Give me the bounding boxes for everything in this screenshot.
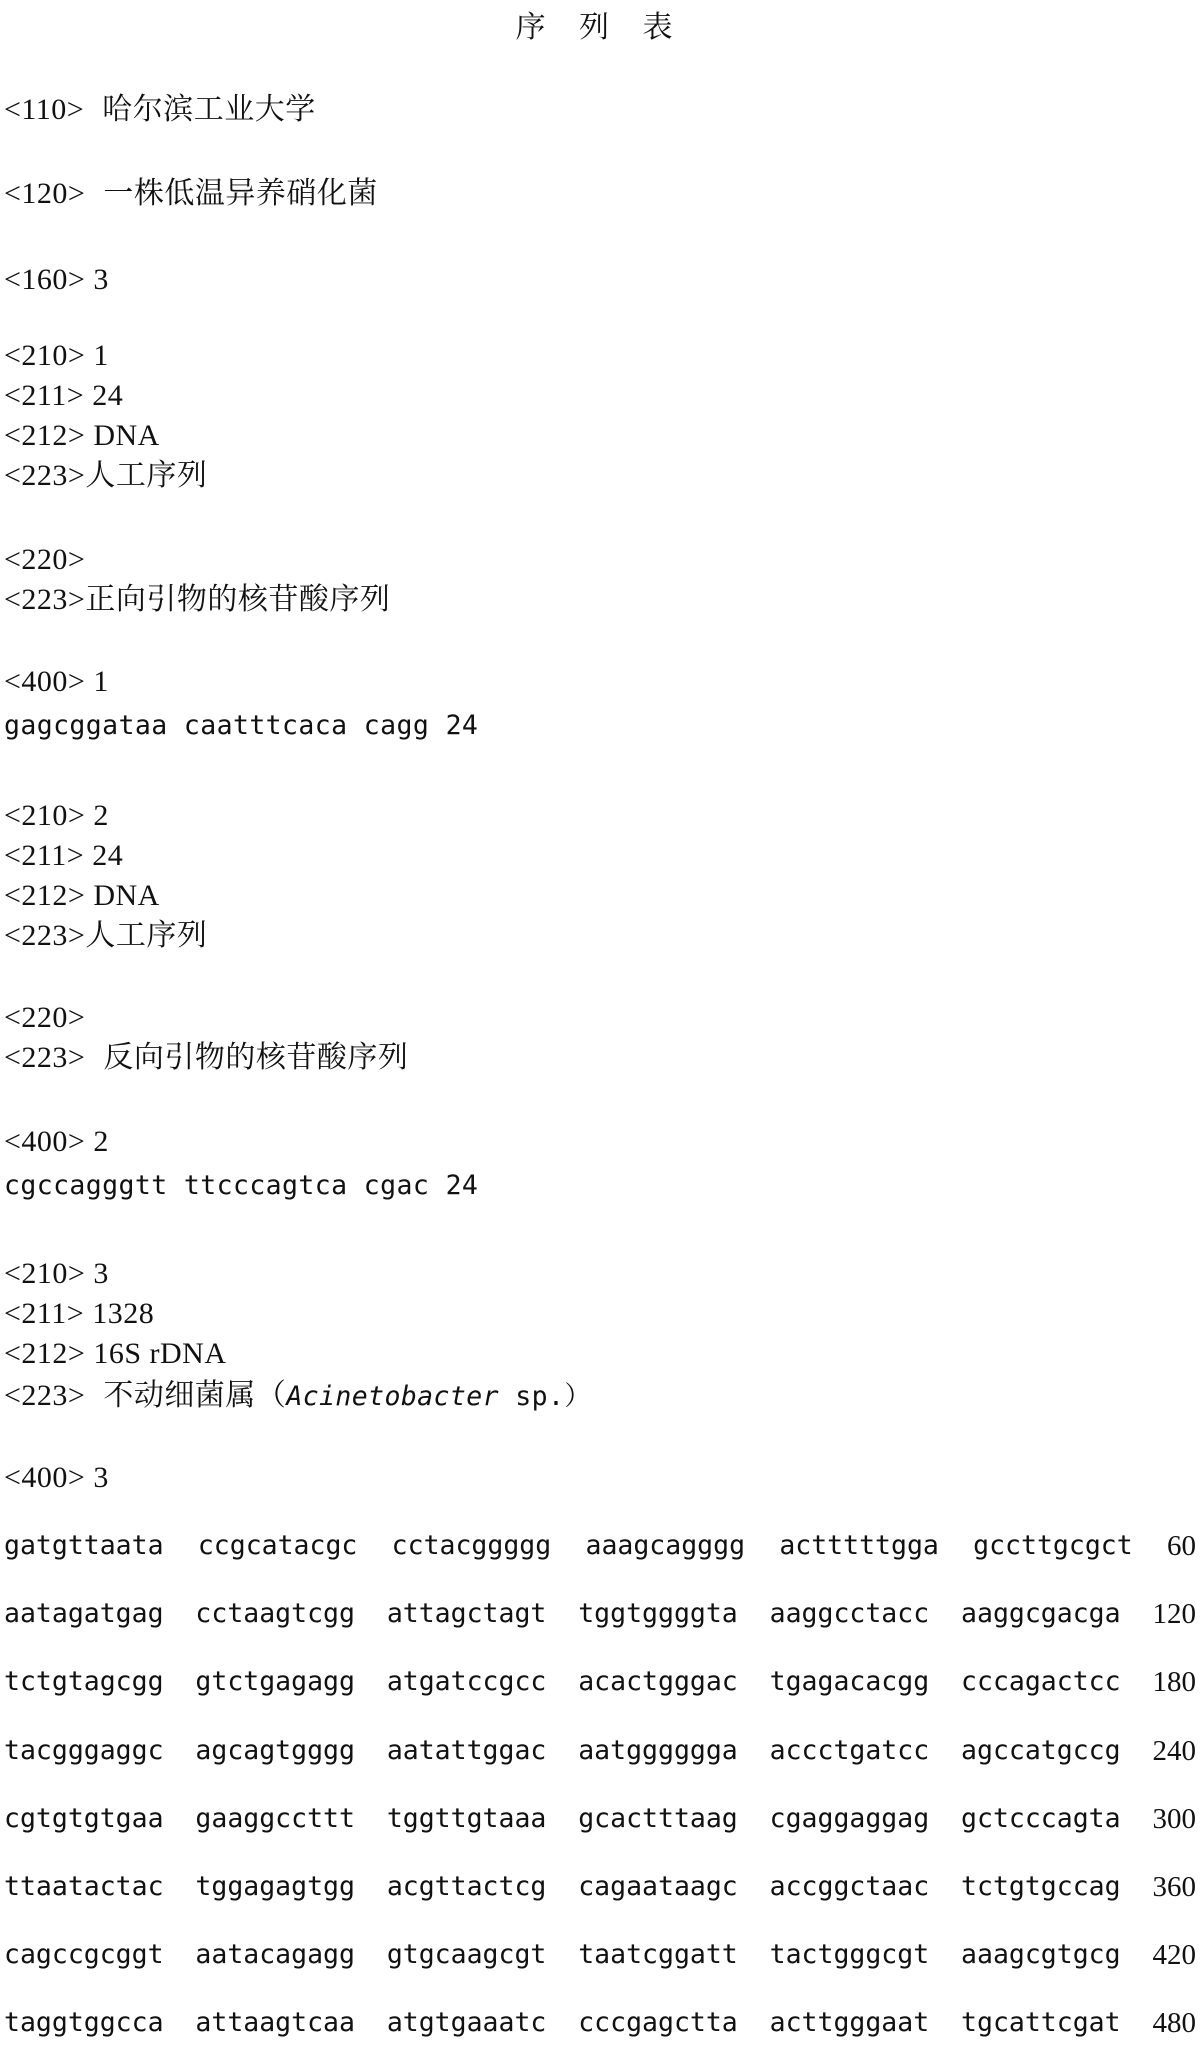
sequence-block: tgcattcgat [961, 2007, 1121, 2039]
applicant: 哈尔滨工业大学 [102, 92, 316, 127]
sequence-row [4, 2005, 1196, 2041]
sequence-block: taatcggatt [578, 1939, 738, 1971]
seq2-feature-line: <220> [4, 1001, 86, 1034]
sequence-block: agcagtgggg [195, 1734, 355, 1766]
sequence-block: tctgtgccag [961, 1871, 1121, 1902]
seq2-organism-line: <223>人工序列 [4, 918, 208, 953]
seq3-organism-line: <223> 不动细菌属（Acinetobacter sp.） [4, 1378, 592, 1413]
seq2-type-line: <212> DNA [4, 879, 160, 912]
sequence-block: accctgatcc [769, 1734, 930, 1766]
sequence-position: 480 [1152, 2007, 1196, 2040]
seq2-seq-header: <400> 2 [4, 1125, 109, 1158]
tag-160: <160> [4, 263, 86, 296]
sequence-block: gaaggccttt [195, 1802, 355, 1834]
sequence-block: cctacggggg [391, 1530, 552, 1561]
sequence-block: aaagcagggg [585, 1530, 746, 1561]
sequence-block: tctgtagcgg [4, 1666, 164, 1698]
sequence-row [4, 1596, 1196, 1632]
sequence-position: 60 [1166, 1530, 1196, 1562]
sequence-block: acttgggaat [769, 2007, 930, 2039]
sequence-count: 3 [93, 263, 109, 296]
sequence-block: cccagactcc [961, 1666, 1121, 1698]
sequence-block: tggtggggta [578, 1598, 738, 1630]
sequence-block: aatgggggga [578, 1734, 738, 1766]
sequence-block: attaagtcaa [195, 2007, 355, 2039]
sequence-block: cgtgtgtgaa [4, 1802, 164, 1834]
sequence-block: aaggcgacga [961, 1598, 1121, 1630]
seq1-sequence: gagcggataa caatttcaca cagg 24 [4, 710, 479, 741]
sequence-block: accggctaac [769, 1871, 930, 1902]
sequence-block: gatgttaata [4, 1530, 164, 1561]
sequence-block: aaggcctacc [769, 1598, 930, 1630]
sequence-block: ccgcatacgc [197, 1530, 358, 1561]
sequence-block: atgtgaaatc [386, 2007, 547, 2039]
sequence-position: 360 [1152, 1871, 1196, 1903]
tag-110: <110> [4, 93, 85, 126]
sequence-row [4, 1937, 1196, 1973]
sequence-block: cctaagtcgg [195, 1598, 355, 1630]
seq2-id-line: <210> 2 [4, 799, 109, 832]
sequence-block: agccatgccg [961, 1734, 1121, 1766]
sequence-block: cagccgcggt [4, 1939, 164, 1971]
sequence-block: tacgggaggc [4, 1734, 164, 1766]
sequence-position: 120 [1152, 1598, 1196, 1631]
sequence-block: tggagagtgg [195, 1871, 355, 1902]
sequence-block: tgagacacgg [769, 1666, 930, 1698]
page-title: 序 列 表 [515, 10, 685, 45]
sequence-row [4, 1664, 1196, 1700]
sequence-block: aaagcgtgcg [961, 1939, 1121, 1971]
seq1-type-line: <212> DNA [4, 419, 160, 452]
sequence-block: acgttactcg [386, 1871, 547, 1902]
sequence-block: aatagatgag [4, 1598, 164, 1630]
sequence-block: tggttgtaaa [386, 1802, 547, 1834]
sequence-block: aatattggac [386, 1734, 547, 1766]
sequence-block: taggtggcca [4, 2007, 164, 2039]
sequence-block: cgaggaggag [769, 1802, 930, 1834]
sequence-position: 420 [1152, 1939, 1196, 1972]
sequence-block: gcactttaag [578, 1802, 738, 1834]
seq3-id-line: <210> 3 [4, 1257, 109, 1290]
sequence-block: gctcccagta [961, 1802, 1121, 1834]
sequence-row [4, 1733, 1196, 1769]
sequence-position: 300 [1152, 1802, 1196, 1835]
invention-line [4, 176, 378, 212]
invention-title: 一株低温异养硝化菌 [103, 176, 378, 211]
seq1-feature-line: <220> [4, 543, 86, 576]
seq1-length-line: <211> 24 [4, 379, 124, 412]
sequence-block: aatacagagg [195, 1939, 355, 1971]
tag-120: <120> [4, 177, 86, 210]
applicant-line [4, 92, 316, 128]
seq1-id-line: <210> 1 [4, 339, 109, 372]
seq1-organism-line: <223>人工序列 [4, 458, 208, 493]
sequence-row [4, 1869, 1196, 1905]
seq3-seq-header: <400> 3 [4, 1461, 109, 1494]
seq3-length-line: <211> 1328 [4, 1297, 155, 1330]
sequence-block: atgatccgcc [386, 1666, 547, 1698]
sequence-row [4, 1528, 1196, 1564]
sequence-position: 240 [1152, 1734, 1196, 1767]
sequence-block: cagaataagc [578, 1871, 738, 1902]
seq2-desc-line: <223> 反向引物的核苷酸序列 [4, 1040, 409, 1075]
sequence-block: attagctagt [386, 1598, 547, 1630]
organism-genus: Acinetobacter [286, 1381, 499, 1412]
sequence-block: actttttgga [779, 1530, 939, 1561]
sequence-block: acactgggac [578, 1666, 738, 1698]
sequence-block: cccgagctta [578, 2007, 738, 2039]
seq3-type-line: <212> 16S rDNA [4, 1337, 227, 1370]
count-line [4, 262, 109, 298]
seq1-seq-header: <400> 1 [4, 665, 109, 698]
seq1-desc-line: <223>正向引物的核苷酸序列 [4, 582, 391, 617]
sequence-row [4, 1801, 1196, 1837]
sequence-position: 180 [1152, 1666, 1196, 1699]
sequence-block: tactgggcgt [769, 1939, 930, 1971]
seq2-sequence: cgccagggtt ttcccagtca cgac 24 [4, 1170, 479, 1201]
seq2-length-line: <211> 24 [4, 839, 124, 872]
sequence-block: ttaatactac [4, 1871, 164, 1902]
sequence-block: gtgcaagcgt [386, 1939, 547, 1971]
sequence-block: gtctgagagg [195, 1666, 355, 1698]
sequence-block: gccttgcgct [973, 1530, 1133, 1561]
